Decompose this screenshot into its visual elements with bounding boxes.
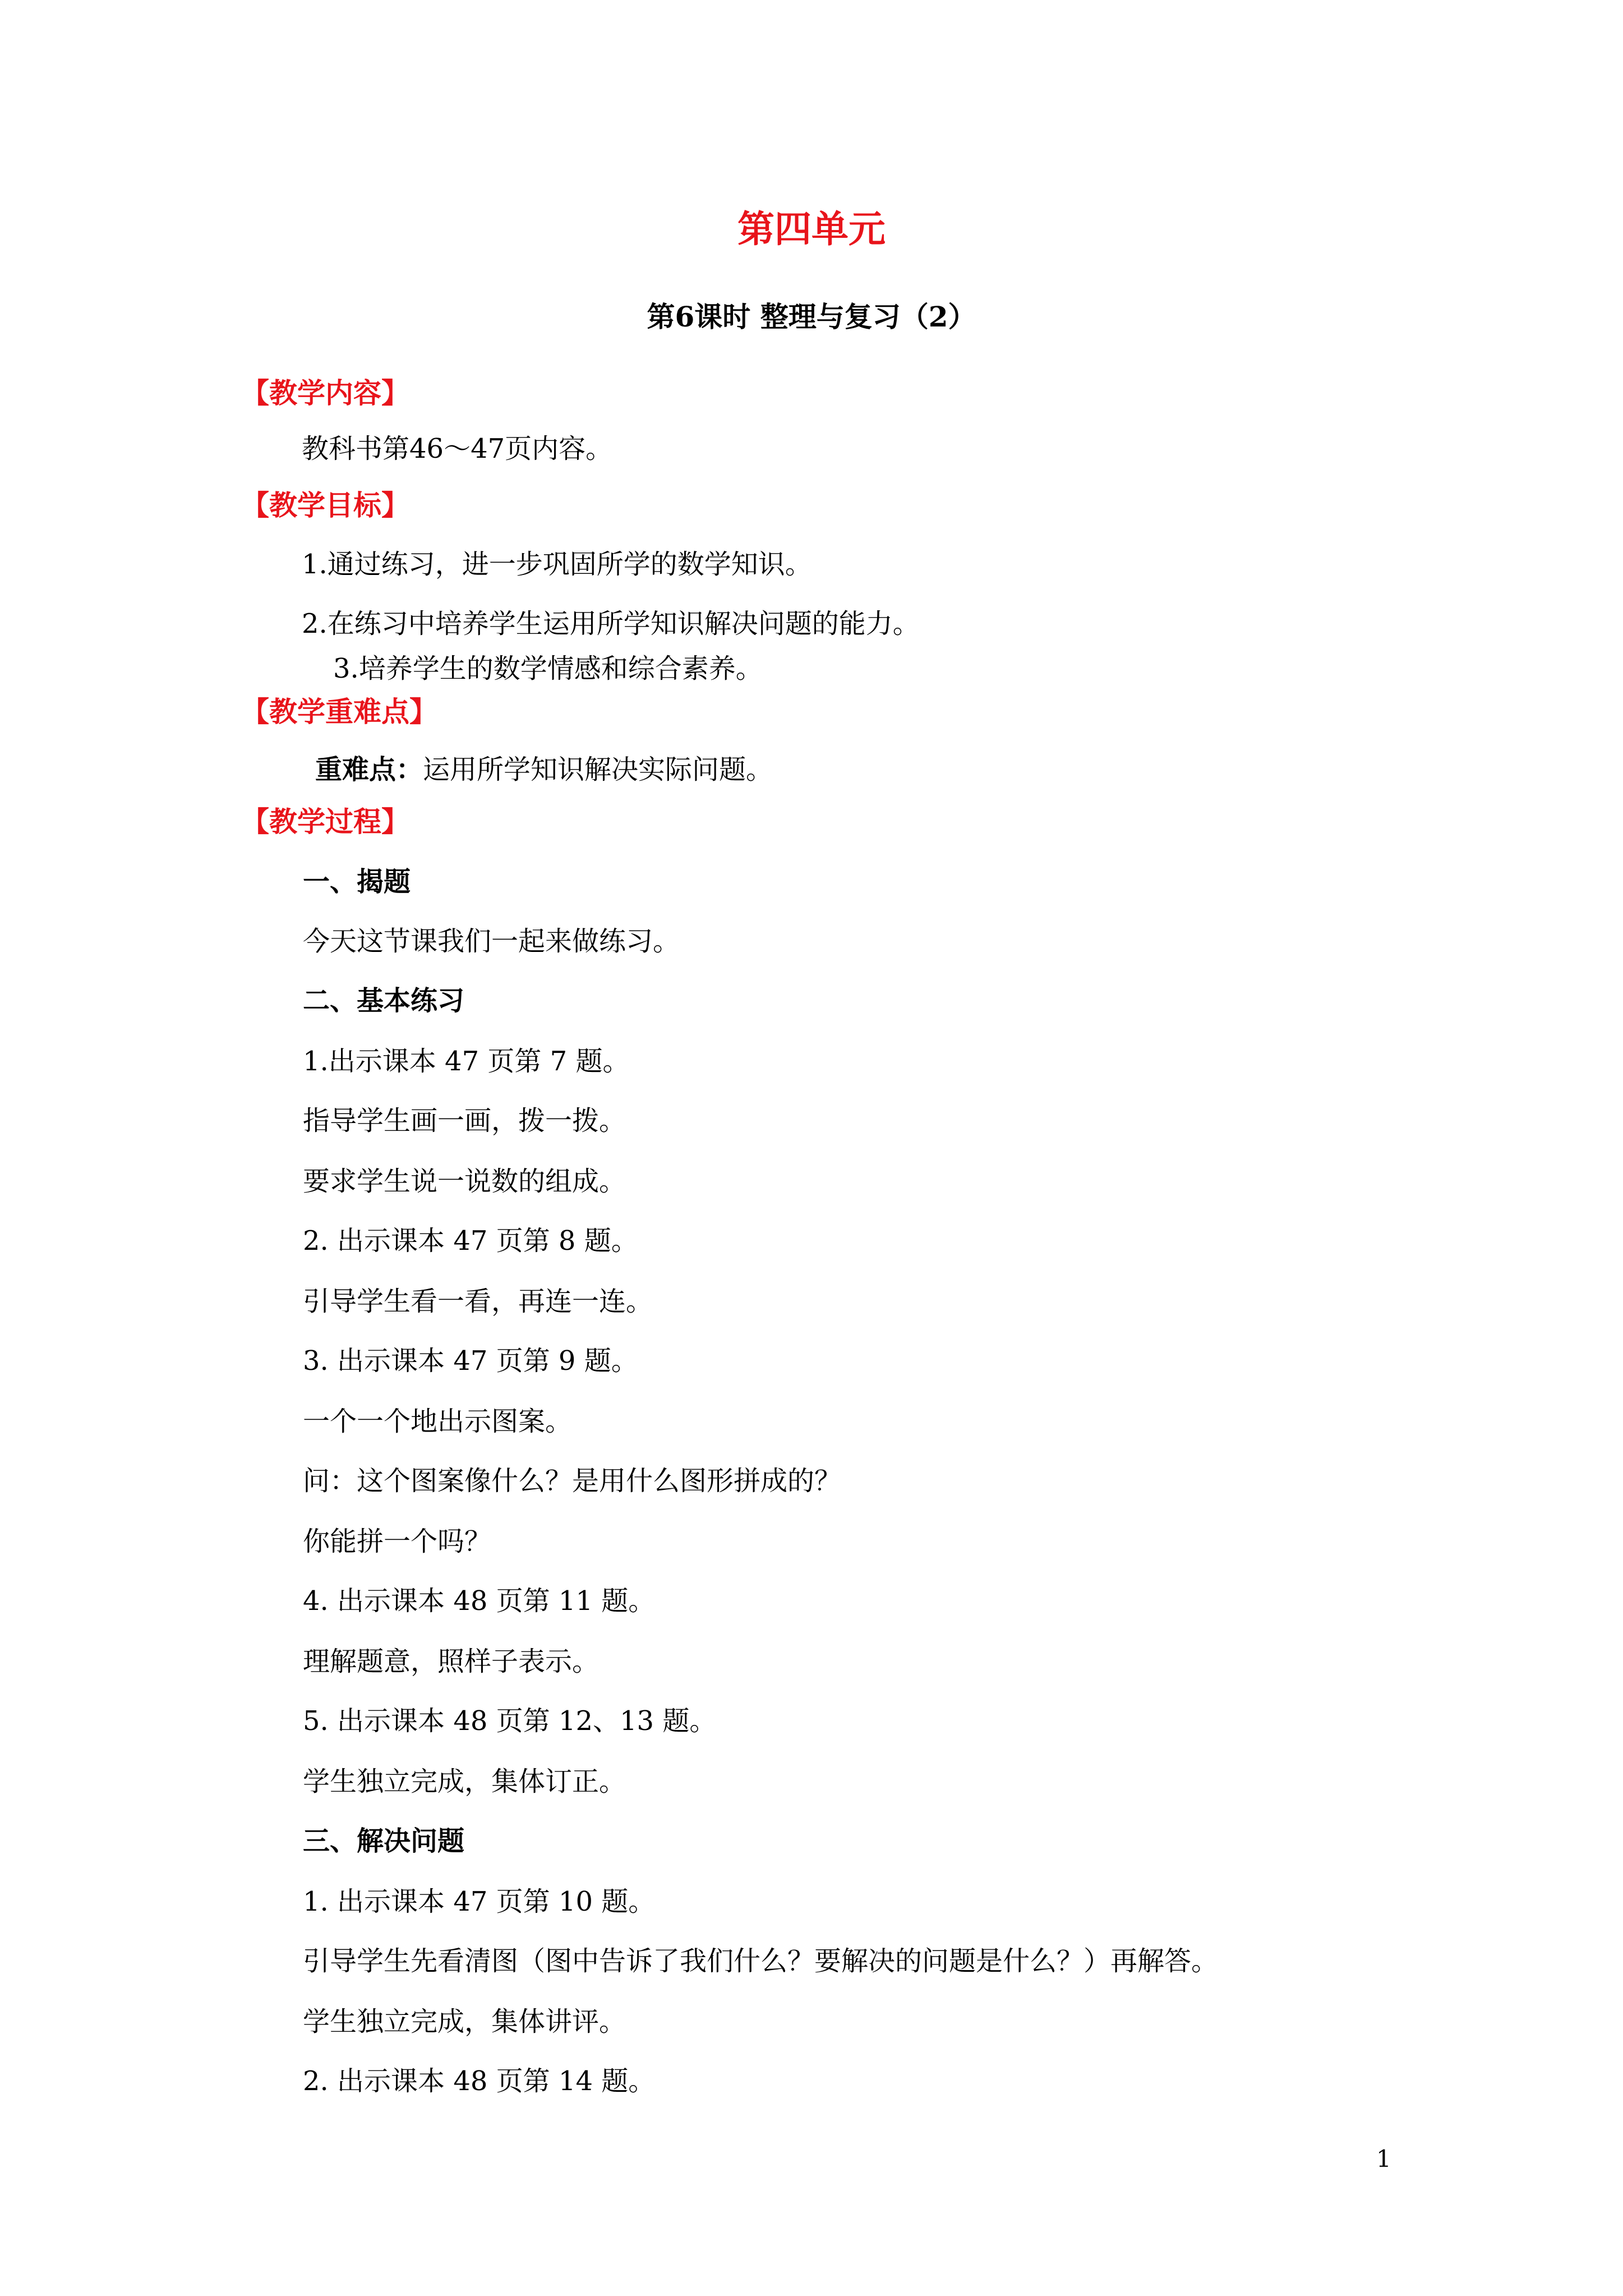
- process-line: 学生独立完成，集体讲评。: [303, 2006, 626, 2037]
- goal-item: 2.在练习中培养学生运用所学知识解决问题的能力。: [302, 608, 920, 639]
- process-line: 学生独立完成，集体订正。: [303, 1766, 626, 1797]
- process-line: 5. 出示课本 48 页第 12、13 题。: [303, 1705, 717, 1737]
- process-line: 1.出示课本 47 页第 7 题。: [303, 1046, 630, 1077]
- process-line: 引导学生看一看，再连一连。: [303, 1286, 653, 1317]
- process-line: 4. 出示课本 48 页第 11 题。: [303, 1585, 656, 1617]
- process-line: 2. 出示课本 47 页第 8 题。: [303, 1225, 638, 1257]
- process-line: 一个一个地出示图案。: [303, 1406, 573, 1437]
- lesson-subtitle: 第6课时 整理与复习（2）: [647, 300, 976, 333]
- unit-title: 第四单元: [737, 207, 886, 251]
- process-part-title: 二、基本练习: [303, 985, 465, 1016]
- content-text: 教科书第46～47页内容。: [302, 433, 613, 464]
- process-line: 引导学生先看清图（图中告诉了我们什么？要解决的问题是什么？）再解答。: [303, 1945, 1219, 1977]
- section-heading-content: 【教学内容】: [241, 376, 409, 409]
- key-label: 重难点：: [315, 754, 423, 785]
- process-line: 1. 出示课本 47 页第 10 题。: [303, 1886, 656, 1917]
- section-heading-process: 【教学过程】: [241, 805, 409, 838]
- process-part-title: 一、揭题: [303, 866, 411, 898]
- section-heading-goals: 【教学目标】: [241, 489, 409, 522]
- section-heading-key: 【教学重难点】: [241, 695, 437, 728]
- process-line: 今天这节课我们一起来做练习。: [303, 926, 680, 957]
- process-line: 3. 出示课本 47 页第 9 题。: [303, 1345, 638, 1377]
- page-number: 1: [1376, 2145, 1391, 2173]
- process-line: 问：这个图案像什么？是用什么图形拼成的？: [303, 1465, 842, 1497]
- process-line: 你能拼一个吗？: [303, 1526, 492, 1557]
- process-line: 指导学生画一画，拨一拨。: [303, 1105, 626, 1137]
- key-text: 运用所学知识解决实际问题。: [423, 754, 773, 785]
- process-part-title: 三、解决问题: [303, 1825, 465, 1857]
- process-line: 要求学生说一说数的组成。: [303, 1166, 626, 1197]
- goal-item: 1.通过练习，进一步巩固所学的数学知识。: [302, 549, 812, 580]
- key-point: [315, 756, 773, 783]
- goal-item: 3.培养学生的数学情感和综合素养。: [333, 653, 763, 684]
- process-line: 理解题意，照样子表示。: [303, 1646, 600, 1677]
- process-line: 2. 出示课本 48 页第 14 题。: [303, 2065, 656, 2097]
